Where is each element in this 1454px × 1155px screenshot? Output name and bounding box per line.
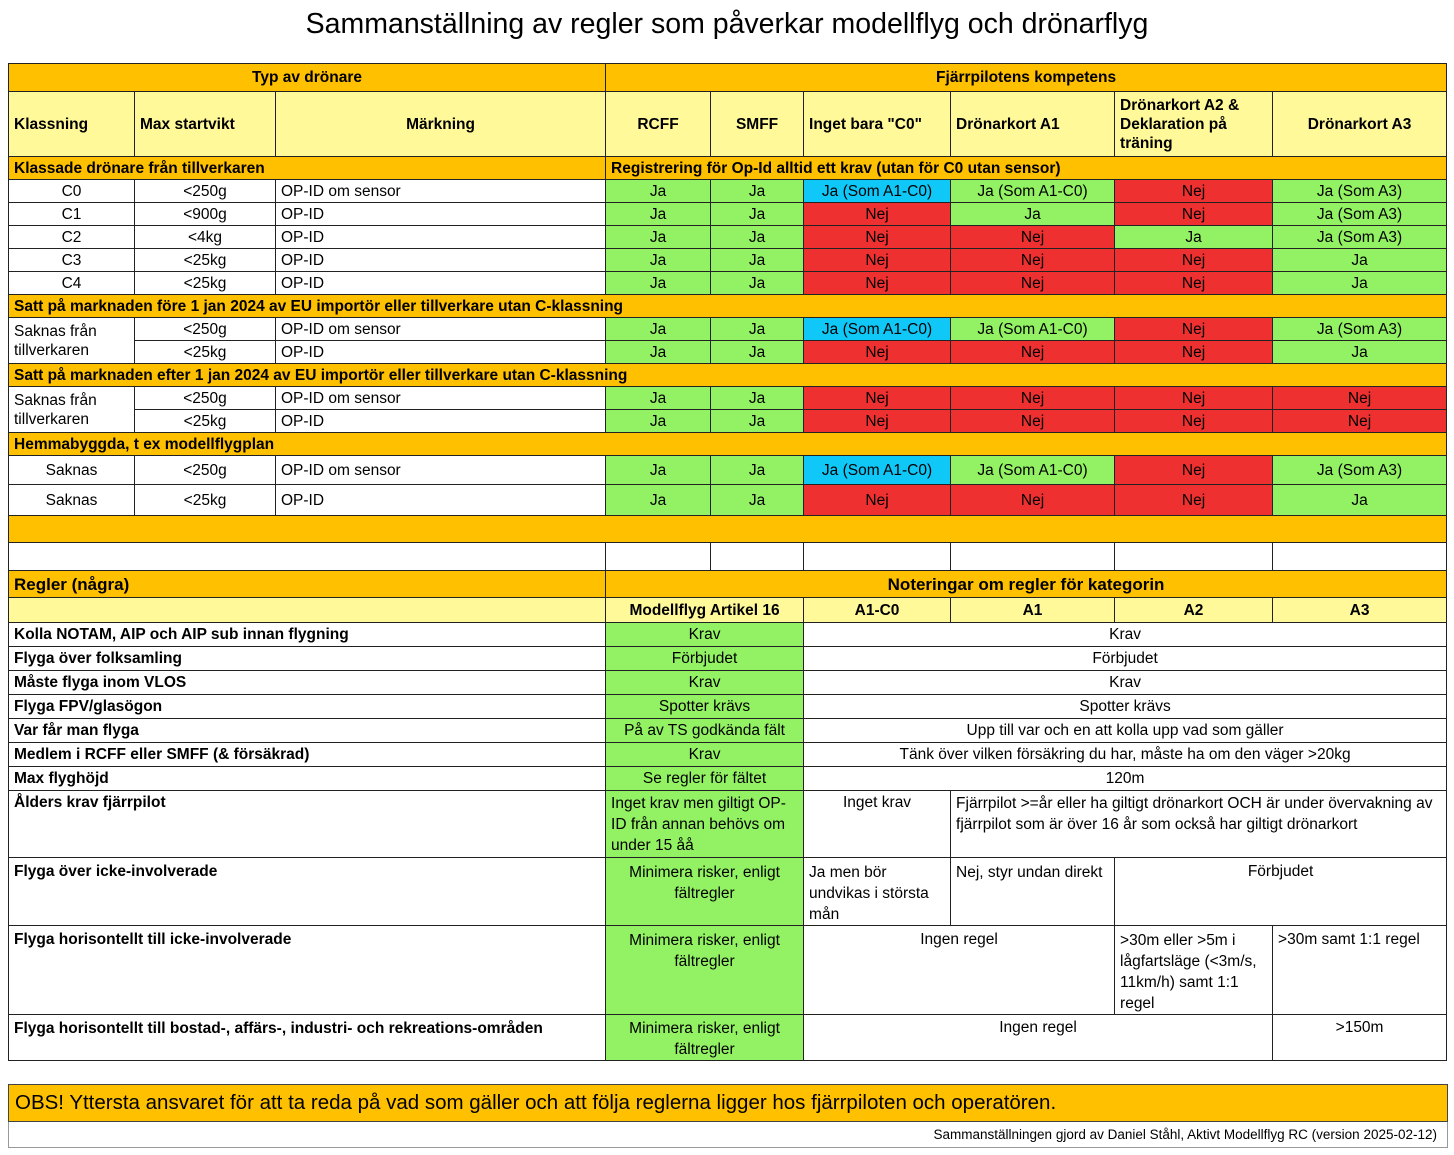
cell-rcff: Ja — [606, 203, 711, 226]
empty-cell — [1115, 543, 1273, 571]
cell-smff: Ja — [711, 180, 804, 203]
rule-modellflyg: Krav — [606, 623, 804, 647]
empty-cell — [606, 543, 711, 571]
footer-credit: Sammanställningen gjord av Daniel Ståhl, Aktivt Modellflyg RC (version 2025-02-12) — [8, 1122, 1448, 1148]
cell-klass: C0 — [9, 180, 135, 203]
header-inget-c0: Inget bara "C0" — [804, 92, 951, 157]
header-regler: Regler (några) — [9, 571, 606, 598]
rule-modellflyg: Minimera risker, enligt fältregler — [606, 1015, 804, 1061]
cell-vikt: <250g — [135, 180, 276, 203]
header-kompetens: Fjärrpilotens kompetens — [606, 64, 1447, 92]
cell-smff: Ja — [711, 203, 804, 226]
cell-a2: Nej — [1115, 341, 1273, 364]
rule-label: Flyga över icke-involverade — [9, 858, 606, 926]
rule-label: Medlem i RCFF eller SMFF (& försäkrad) — [9, 743, 606, 767]
cell-markning: OP-ID om sensor — [276, 456, 606, 485]
rule-a1c0: Ja men bör undvikas i största mån — [804, 858, 951, 926]
rule-row — [9, 623, 1447, 647]
header-modellflyg: Modellflyg Artikel 16 — [606, 598, 804, 623]
cell-klass: C1 — [9, 203, 135, 226]
cell-a3: Ja — [1273, 341, 1447, 364]
cell-markning: OP-ID — [276, 410, 606, 433]
section-efter-2024: Satt på marknaden efter 1 jan 2024 av EU importör eller tillverkare utan C-klassning — [9, 364, 1447, 387]
cell-klass: Saknas från tillverkaren — [9, 387, 135, 433]
empty-cell — [951, 543, 1115, 571]
cell-klass: C2 — [9, 226, 135, 249]
section-klassade: Klassade drönare från tillverkaren — [9, 157, 606, 180]
header-noteringar: Noteringar om regler för kategorin — [606, 571, 1447, 598]
cell-c0: Ja (Som A1-C0) — [804, 318, 951, 341]
cell-rcff: Ja — [606, 387, 711, 410]
rule-a3: >150m — [1273, 1015, 1447, 1061]
cell-c0: Nej — [804, 387, 951, 410]
page-title: Sammanställning av regler som påverkar modellflyg och drönarflyg — [305, 8, 1149, 40]
header-max-startvikt: Max startvikt — [135, 92, 276, 157]
rule-a3: >30m samt 1:1 regel — [1273, 926, 1447, 1015]
rule-a1c0: Inget krav — [804, 791, 951, 858]
cell-a3: Ja (Som A3) — [1273, 203, 1447, 226]
header-a3: Drönarkort A3 — [1273, 92, 1447, 157]
cell-a1: Nej — [951, 341, 1115, 364]
rule-row — [9, 695, 1447, 719]
rule-kategori: Krav — [804, 623, 1447, 647]
rule-kategori: Krav — [804, 671, 1447, 695]
table-row — [9, 341, 1447, 364]
rule-row — [9, 1015, 1447, 1061]
header-rule-a3: A3 — [1273, 598, 1447, 623]
rule-a2: >30m eller >5m i lågfartsläge (<3m/s, 11km/h) samt 1:1 regel — [1115, 926, 1273, 1015]
cell-a3: Ja (Som A3) — [1273, 456, 1447, 485]
cell-c0: Nej — [804, 272, 951, 295]
header-rule-a2: A2 — [1115, 598, 1273, 623]
rule-row — [9, 671, 1447, 695]
cell-klass: Saknas — [9, 485, 135, 516]
cell-rcff: Ja — [606, 410, 711, 433]
cell-vikt: <25kg — [135, 272, 276, 295]
cell-vikt: <25kg — [135, 341, 276, 364]
rule-label: Flyga horisontellt till icke-involverade — [9, 926, 606, 1015]
cell-rcff: Ja — [606, 456, 711, 485]
rule-row — [9, 719, 1447, 743]
cell-rcff: Ja — [606, 249, 711, 272]
cell-a2: Nej — [1115, 456, 1273, 485]
rule-modellflyg: Se regler för fältet — [606, 767, 804, 791]
section-fore-2024: Satt på marknaden före 1 jan 2024 av EU importör eller tillverkare utan C-klassning — [9, 295, 1447, 318]
cell-a1: Nej — [951, 485, 1115, 516]
cell-vikt: <25kg — [135, 485, 276, 516]
rule-kategori: Spotter krävs — [804, 695, 1447, 719]
cell-a1: Nej — [951, 249, 1115, 272]
rule-kategori: Fjärrpilot >=år eller ha giltigt drönarkort OCH är under övervakning av fjärrpilot som är över 16 år som också har giltigt drönarkort — [951, 791, 1447, 858]
cell-a2: Nej — [1115, 410, 1273, 433]
rule-row — [9, 858, 1447, 926]
rule-row — [9, 791, 1447, 858]
cell-vikt: <250g — [135, 318, 276, 341]
cell-a2: Nej — [1115, 272, 1273, 295]
rule-row — [9, 743, 1447, 767]
rules-table — [8, 63, 1447, 1061]
cell-markning: OP-ID — [276, 341, 606, 364]
cell-markning: OP-ID om sensor — [276, 180, 606, 203]
table-row — [9, 180, 1447, 203]
header-markning: Märkning — [276, 92, 606, 157]
rule-row — [9, 647, 1447, 671]
cell-c0: Nej — [804, 341, 951, 364]
rule-modellflyg: Krav — [606, 743, 804, 767]
rule-label: Flyga FPV/glasögon — [9, 695, 606, 719]
header-a2: Drönarkort A2 & Deklaration på träning — [1115, 92, 1273, 157]
cell-vikt: <25kg — [135, 249, 276, 272]
header-rcff: RCFF — [606, 92, 711, 157]
rule-kategori: Förbjudet — [804, 647, 1447, 671]
cell-rcff: Ja — [606, 180, 711, 203]
cell-rcff: Ja — [606, 226, 711, 249]
rule-modellflyg: Minimera risker, enligt fältregler — [606, 926, 804, 1015]
header-smff: SMFF — [711, 92, 804, 157]
cell-smff: Ja — [711, 387, 804, 410]
cell-smff: Ja — [711, 226, 804, 249]
obs-notice: OBS! Yttersta ansvaret för att ta reda på vad som gäller och att följa reglerna ligger hos fjärrpiloten och operatören. — [8, 1084, 1448, 1122]
cell-markning: OP-ID — [276, 249, 606, 272]
rule-modellflyg: Minimera risker, enligt fältregler — [606, 858, 804, 926]
table-row — [9, 226, 1447, 249]
cell-a3: Ja — [1273, 485, 1447, 516]
rule-label: Flyga över folksamling — [9, 647, 606, 671]
empty-row — [9, 543, 1447, 571]
cell-a2: Nej — [1115, 485, 1273, 516]
cell-klass: C4 — [9, 272, 135, 295]
cell-vikt: <4kg — [135, 226, 276, 249]
rule-modellflyg: Förbjudet — [606, 647, 804, 671]
header-a1: Drönarkort A1 — [951, 92, 1115, 157]
header-blank — [9, 598, 606, 623]
cell-a3: Ja (Som A3) — [1273, 318, 1447, 341]
table-row — [9, 318, 1447, 341]
table-row — [9, 272, 1447, 295]
section-registrering: Registrering för Op-Id alltid ett krav (utan för C0 utan sensor) — [606, 157, 1447, 180]
cell-markning: OP-ID om sensor — [276, 387, 606, 410]
cell-a2: Nej — [1115, 249, 1273, 272]
rule-modellflyg: Spotter krävs — [606, 695, 804, 719]
empty-cell — [9, 543, 606, 571]
cell-markning: OP-ID — [276, 485, 606, 516]
header-klassning: Klassning — [9, 92, 135, 157]
rule-label: Var får man flyga — [9, 719, 606, 743]
cell-rcff: Ja — [606, 341, 711, 364]
rule-row — [9, 767, 1447, 791]
header-a1c0: A1-C0 — [804, 598, 951, 623]
header-typ: Typ av drönare — [9, 64, 606, 92]
cell-rcff: Ja — [606, 272, 711, 295]
cell-a1: Ja (Som A1-C0) — [951, 180, 1115, 203]
cell-smff: Ja — [711, 272, 804, 295]
cell-a1: Nej — [951, 226, 1115, 249]
cell-a1: Ja (Som A1-C0) — [951, 456, 1115, 485]
cell-smff: Ja — [711, 341, 804, 364]
cell-a1: Ja — [951, 203, 1115, 226]
cell-a2: Nej — [1115, 387, 1273, 410]
cell-smff: Ja — [711, 456, 804, 485]
rule-label: Max flyghöjd — [9, 767, 606, 791]
rule-modellflyg: Krav — [606, 671, 804, 695]
cell-markning: OP-ID om sensor — [276, 318, 606, 341]
cell-a2: Nej — [1115, 180, 1273, 203]
cell-markning: OP-ID — [276, 203, 606, 226]
rule-row — [9, 926, 1447, 1015]
table-row — [9, 387, 1447, 410]
header-rule-a1: A1 — [951, 598, 1115, 623]
cell-smff: Ja — [711, 410, 804, 433]
rule-kategori: 120m — [804, 767, 1447, 791]
cell-a3: Ja — [1273, 272, 1447, 295]
cell-c0: Ja (Som A1-C0) — [804, 456, 951, 485]
cell-a3: Nej — [1273, 410, 1447, 433]
cell-a2: Nej — [1115, 203, 1273, 226]
empty-cell — [804, 543, 951, 571]
cell-smff: Ja — [711, 318, 804, 341]
cell-vikt: <250g — [135, 387, 276, 410]
cell-a3: Ja (Som A3) — [1273, 226, 1447, 249]
cell-c0: Nej — [804, 410, 951, 433]
cell-a2: Ja — [1115, 226, 1273, 249]
rule-label: Ålders krav fjärrpilot — [9, 791, 606, 858]
rule-label: Måste flyga inom VLOS — [9, 671, 606, 695]
rule-a1c0-a2: Ingen regel — [804, 1015, 1273, 1061]
table-row — [9, 485, 1447, 516]
cell-vikt: <250g — [135, 456, 276, 485]
cell-markning: OP-ID — [276, 272, 606, 295]
cell-rcff: Ja — [606, 485, 711, 516]
rule-modellflyg: På av TS godkända fält — [606, 719, 804, 743]
cell-smff: Ja — [711, 485, 804, 516]
cell-vikt: <25kg — [135, 410, 276, 433]
cell-markning: OP-ID — [276, 226, 606, 249]
cell-a3: Nej — [1273, 387, 1447, 410]
cell-c0: Ja (Som A1-C0) — [804, 180, 951, 203]
table-row — [9, 249, 1447, 272]
empty-cell — [1273, 543, 1447, 571]
cell-a1: Nej — [951, 272, 1115, 295]
cell-a3: Ja (Som A3) — [1273, 180, 1447, 203]
cell-klass: Saknas från tillverkaren — [9, 318, 135, 364]
cell-c0: Nej — [804, 226, 951, 249]
cell-vikt: <900g — [135, 203, 276, 226]
rule-label: Flyga horisontellt till bostad-, affärs-, industri- och rekreations-områden — [9, 1015, 606, 1061]
spacer-band — [9, 516, 1447, 543]
rule-a1c0-a1: Ingen regel — [804, 926, 1115, 1015]
rule-a1: Nej, styr undan direkt — [951, 858, 1115, 926]
cell-klass: Saknas — [9, 456, 135, 485]
rule-modellflyg: Inget krav men giltigt OP-ID från annan behövs om under 15 åå — [606, 791, 804, 858]
cell-a1: Nej — [951, 410, 1115, 433]
cell-rcff: Ja — [606, 318, 711, 341]
cell-c0: Nej — [804, 203, 951, 226]
cell-a2: Nej — [1115, 318, 1273, 341]
cell-c0: Nej — [804, 485, 951, 516]
cell-c0: Nej — [804, 249, 951, 272]
table-row — [9, 456, 1447, 485]
cell-a3: Ja — [1273, 249, 1447, 272]
cell-a1: Nej — [951, 387, 1115, 410]
rule-kategori: Tänk över vilken försäkring du har, måste ha om den väger >20kg — [804, 743, 1447, 767]
rule-label: Kolla NOTAM, AIP och AIP sub innan flygning — [9, 623, 606, 647]
cell-smff: Ja — [711, 249, 804, 272]
rule-kategori: Upp till var och en att kolla upp vad som gäller — [804, 719, 1447, 743]
table-row — [9, 203, 1447, 226]
rule-a2-a3: Förbjudet — [1115, 858, 1447, 926]
table-row — [9, 410, 1447, 433]
cell-a1: Ja (Som A1-C0) — [951, 318, 1115, 341]
section-hemmabyggda: Hemmabyggda, t ex modellflygplan — [9, 433, 1447, 456]
empty-cell — [711, 543, 804, 571]
cell-klass: C3 — [9, 249, 135, 272]
